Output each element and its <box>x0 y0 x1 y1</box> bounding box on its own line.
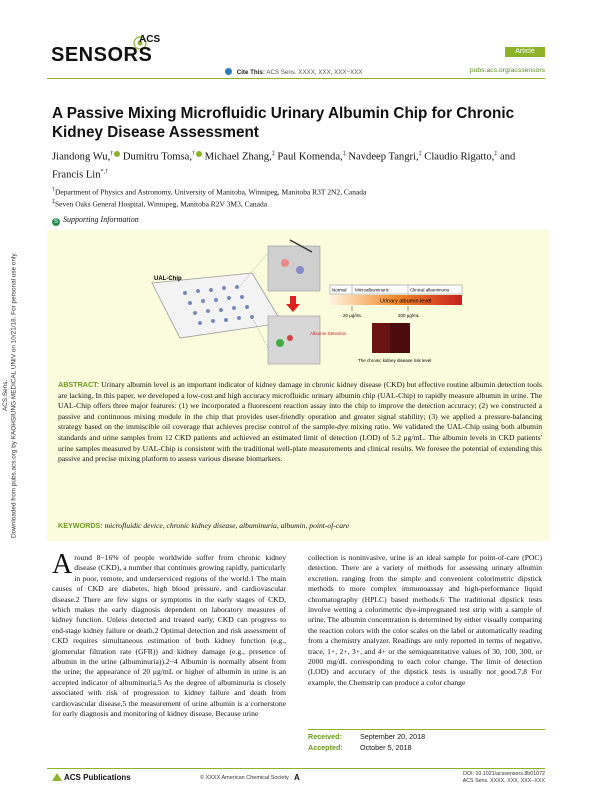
author-name[interactable]: Michael Zhang, <box>204 151 272 163</box>
mixing-annotation: Albumin Detection <box>310 331 347 336</box>
copyright: © XXXX American Chemical Society <box>200 775 289 781</box>
footer-doi-block <box>463 771 545 785</box>
received-label: Received: <box>308 732 342 741</box>
cite-label: Cite This: <box>236 69 265 76</box>
page-number: A <box>294 773 300 782</box>
scale-label: Urinary albumin level <box>380 298 432 305</box>
publisher-logo[interactable] <box>52 773 131 782</box>
article-type-badge: Article <box>505 47 545 57</box>
author-affiliation-mark: ‡ <box>418 151 422 157</box>
author-affiliation-mark: ‡ <box>494 151 498 157</box>
keywords-text: microfluidic device, chronic kidney disease, albuminuria, albumin, point-of-care <box>104 521 350 530</box>
author-affiliation-mark: † <box>192 151 195 157</box>
publisher-name: ACS Publications <box>64 773 131 782</box>
body-left-text: round 8−16% of people worldwide suffer from chronic kidney disease (CKD), a number that continues growing rapidly, particularly in poor, remote, and underserviced regions of the world.1 The main causes of CKD are diabetes, high blood pressure, and cardiovascular disease.2 There are few signs or symptoms in the early stages of CKD, which makes the early diagnosis dependent on laboratory measures of kidney function. Unless detected and treated early, CKD can progress to end-stage kidney failure or death.2 Optimal detection and risk assessment of CKD requires simultaneous estimation of both kidney function (e.g., glomerular filtration rate (GFR)) and kidney damage (e.g., presence of albumin in the urine (albuminuria)).2−4 Albumin is normally absent from the urine; the appearance of 20 μg/mL or higher of albumin in urine is an accepted indicator of albuminuria.5 As the degree of albuminuria is closely associated with risk of progression to kidney failure and death from cardiovascular disease,5 the measurement of urine albumin is a cornerstone for early diagnosis and monitoring of kidney disease. Because urine <box>52 553 286 719</box>
supporting-info-label: Supporting Information <box>63 215 139 224</box>
supporting-info-icon: S <box>53 219 58 225</box>
table-header-normal: Normal <box>332 287 347 293</box>
download-notice-line1: Downloaded from pubs.acs.org by KAOHSIUNG MEDICAL UNIV on 10/21/18. For personal use only. <box>10 252 18 538</box>
author-name[interactable]: and Francis Lin <box>52 151 516 181</box>
author-affiliation-mark: † <box>110 151 114 157</box>
download-notice <box>2 205 32 585</box>
author-name[interactable]: Claudio Rigatto, <box>424 151 495 163</box>
body-right-text: collection is noninvasive, urine is an ideal sample for point-of-care (POC) detection. There are a variety of methods for assessing urinary albumin excretion, ranging from the simple and convenient colorimetric dipstick methods to more complex immunoassay and high-performance liquid chromatography (HPLC) based methods.6 The traditional dipstick tests involve wetting a colorimetric dye-impregnated test strip with a sample of urine. The albumin concentration is determined by either visually comparing the reaction colors with the color scales on the label or automatically reading from a chemistry analyzer. Readings are only reported in terms of negative, trace, 1+, 2+, 3+, and 4+ or the semiquantitative values of 30, 100, 300, or 2000 mg/dL corresponding to each color change. The limit of detection (LOD) and accuracy of the dipstick tests is usually not good.7,8 For example, the Chemstrip can produce a color change <box>308 553 542 687</box>
affiliation-1-text: Department of Physics and Astronomy, University of Manitoba, Winnipeg, Manitoba R3T 2N2, Canada <box>55 187 367 197</box>
author-name[interactable]: Jiandong Wu, <box>52 151 111 163</box>
body-column-left <box>52 549 286 720</box>
cite-reference: ACS Sens. XXXX, XXX, XXX−XXX <box>266 69 363 76</box>
author-affiliation-mark: *,† <box>100 168 109 175</box>
keywords <box>58 521 542 530</box>
author-name[interactable]: Dumitru Tomsa, <box>122 151 192 163</box>
affiliation-2-sup: ‡ <box>52 199 55 205</box>
download-notice-line2: ACS Sens. <box>2 379 9 411</box>
author-name[interactable]: Navdeep Tangri, <box>348 151 419 163</box>
affiliation-2-text: Seven Oaks General Hospital, Winnipeg, Manitoba R2V 3M3, Canada <box>55 199 268 209</box>
received-row <box>308 732 425 743</box>
chip-label: UAL-Chip <box>154 276 182 282</box>
article-title: A Passive Mixing Microfluidic Urinary Albumin Chip for Chronic Kidney Disease Assessment <box>52 105 515 141</box>
affiliation-1-sup: † <box>52 187 55 193</box>
author-affiliation-mark: ‡ <box>342 151 346 157</box>
result-annotation: The chronic kidney disease risk level <box>358 358 432 363</box>
affiliation-1 <box>52 185 542 198</box>
dates-divider <box>308 729 545 730</box>
abstract-body: Urinary albumin level is an important indicator of kidney damage in chronic kidney disease (CKD) but effective routine albumin detection tools are lacking. In this paper, we developed a low-cost and high accuracy microfluidic urinary albumin chip (UAL-Chip) to rapidly measure albumin in urine. The UAL-Chip offers three major features: (1) we incorporated a fluorescent reaction assay into the chip to improve the detection accuracy; (2) we constructed a passive and continuous mixing module in the chip that provides user-friendly operation and greater signal stability; (3) we applied a pressure-balancing strategy based on the immiscible oil coverage that achieves precise control of the sample-dye mixing ratio. We validated the UAL-Chip using both albumin standards and urine samples from 12 CKD patients and achieved an estimated limit of detection (LOD) of 5.2 μg/mL. The albumin levels in CKD patients' urine samples measured by UAL-Chip is consistent with the traditional well-plate measurements and clinical results. We foresee the potential of extending this passive and precise mixing platform to assess various disease biomarkers. <box>58 380 542 464</box>
received-date: September 20, 2018 <box>360 732 426 741</box>
author-name[interactable]: Paul Komenda, <box>277 151 343 163</box>
table-header-micro: Microalbuminuric <box>355 287 390 293</box>
keywords-label: KEYWORDS: <box>58 521 103 530</box>
accepted-date: October 5, 2018 <box>360 742 412 752</box>
affiliation-2 <box>52 197 542 210</box>
body-column-right <box>308 553 542 688</box>
orcid-icon[interactable] <box>114 151 120 157</box>
toc-graphic <box>140 238 470 378</box>
zoom-view-top <box>268 246 320 291</box>
threshold-200: 200 μg/mL <box>398 313 420 318</box>
cite-icon <box>225 68 232 75</box>
accepted-row <box>308 743 425 754</box>
journal-prefix: ACS <box>139 34 161 45</box>
orcid-icon[interactable] <box>196 151 202 157</box>
journal-name: SENSORS <box>51 44 153 66</box>
table-header-clinical: Clinical albuminuria <box>410 287 450 293</box>
footer-reference: ACS Sens. XXXX, XXX, XXX−XXX <box>462 778 545 784</box>
abstract-label: ABSTRACT: <box>58 380 100 389</box>
accepted-label: Accepted: <box>308 742 343 752</box>
zoom-view-bottom <box>268 316 320 364</box>
footer-divider <box>47 768 545 769</box>
acs-publications-icon <box>52 773 62 781</box>
threshold-20: 20 μg/mL <box>343 313 362 318</box>
author-affiliation-mark: ‡ <box>271 151 275 157</box>
cite-this[interactable] <box>225 68 362 76</box>
chip-body <box>152 273 282 338</box>
doi-link[interactable]: DOI: 10.1021/acssensors.8b01072 <box>463 771 545 777</box>
abstract <box>58 380 542 465</box>
author-list <box>52 147 542 182</box>
header-divider <box>47 78 545 79</box>
supporting-information-link[interactable] <box>52 215 139 226</box>
dropcap: A <box>52 549 73 580</box>
journal-logo[interactable] <box>47 34 167 68</box>
arrow-down <box>286 296 300 312</box>
journal-url[interactable]: pubs.acs.org/acssensors <box>469 67 545 74</box>
toc-figure <box>140 238 470 378</box>
article-dates <box>308 732 425 753</box>
